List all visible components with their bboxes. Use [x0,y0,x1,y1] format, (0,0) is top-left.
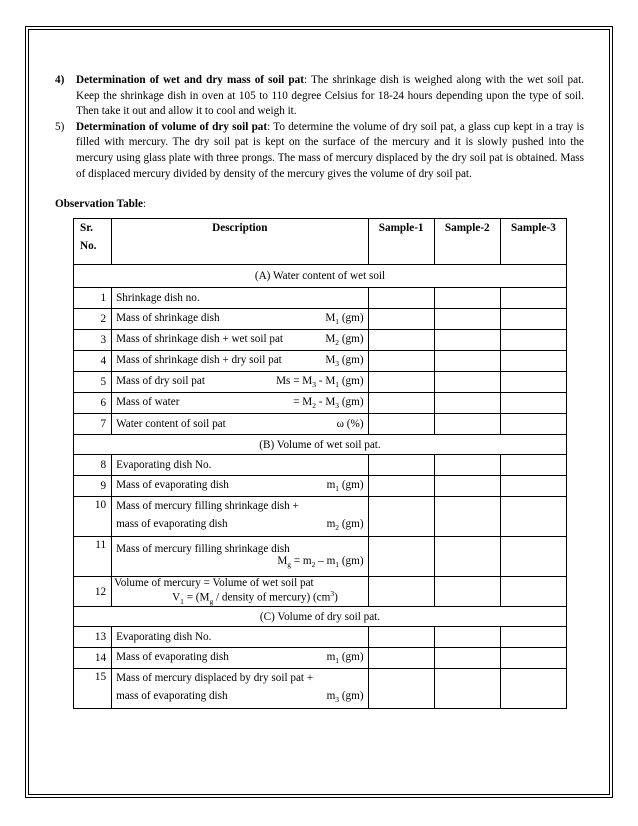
table-row: 14 Mass of evaporating dish $m_1$ (gm) [74,648,567,669]
table-row: 1 Shrinkage dish no. [74,288,567,309]
formula: $M_1$ (gm) [325,311,364,327]
section-b-row [74,435,567,455]
header-sr-no: Sr. No. [74,219,112,265]
table-row: 2 Mass of shrinkage dish $M_1$ (gm) [74,309,567,330]
section-c-row [74,607,567,627]
table-row: 4 Mass of shrinkage dish + dry soil pat $M_3$ (gm) [74,351,567,372]
observation-table [73,218,567,709]
formula: $m_3$ (gm) [326,690,364,705]
step-heading: Determination of wet and dry mass of soil pat [76,74,304,86]
formula: $V_1 = (M_g$ / density of mercury) $(cm^3)$ [172,589,338,606]
observation-heading: Observation Table: [55,198,147,211]
section-b-title: (B) Volume of wet soil pat. [74,435,567,455]
step-4 [55,73,584,120]
section-a-row [74,265,567,288]
table-row: 5 Mass of dry soil pat $Ms = M_3 - M_1$ (gm) [74,372,567,393]
step-heading: Determination of volume of dry soil pat [76,120,268,133]
table-row: 7 Water content of soil pat ω (%) [74,414,567,435]
header-sample-1: Sample-1 [368,219,434,265]
formula: $m_1$ (gm) [326,650,364,666]
table-header [74,219,567,265]
step-number: 5) [55,120,65,133]
formula: $m_1$ (gm) [326,478,364,494]
table-row: 8 Evaporating dish No. [74,455,567,476]
formula: $Ms = M_3 - M_1$ (gm) [276,374,364,390]
table-row: 12 Volume of mercury = Volume of wet soil pat $V_1 = (M_g$ / density of mercury) $(cm^3)$ [74,577,567,607]
header-sample-3: Sample-3 [500,219,566,265]
table-row: 15 Mass of mercury displaced by dry soil pat + mass of evaporating dish $m_3$ (gm) [74,669,567,709]
table-row: 11 Mass of mercury filling shrinkage dish $M_g = m_2 - m_1$ (gm) [74,537,567,577]
table-row: 6 Mass of water = $M_2 - M_3$ (gm) [74,393,567,414]
table-row: 3 Mass of shrinkage dish + wet soil pat $M_2$ (gm) [74,330,567,351]
step-number: 4) [55,74,65,86]
step-text: : The shrinkage dish is weighed along with the wet soil pat. Keep the shrinkage dish in oven at 105 to 110 degree Celsius for 18-24 hours depending upon the type of soil. Then take it out and allow it to cool and weigh it. [76,74,585,118]
formula: ω (%) [336,418,364,430]
step-5 [55,120,584,182]
formula: $M_2$ (gm) [325,332,364,348]
section-a-title: (A) Water content of wet soil [74,265,567,288]
section-c-title: (C) Volume of dry soil pat. [74,607,567,627]
table-row: 13 Evaporating dish No. [74,627,567,648]
formula: $m_2$ (gm) [326,518,364,533]
formula: = $M_2 - M_3$ (gm) [293,395,364,411]
procedure-text [55,73,584,224]
header-sample-2: Sample-2 [434,219,500,265]
table-row: 10 Mass of mercury filling shrinkage dish + mass of evaporating dish $m_2$ (gm) [74,497,567,537]
header-description: Description [112,219,369,265]
step-text: : To determine the volume of dry soil pat, a glass cup kept in a tray is filled with mercury. The dry soil pat is kept on the surface of the mercury and it is slowly pushed into the mercury using glass plate with three prongs. The mass of mercury displaced by the dry soil pat is obtained. Mass of displaced mercury divided by density of the mercury gives the volume of dry soil pat. [76,120,584,180]
formula: $M_g = m_2 - m_1$ (gm) [277,555,364,570]
formula: $M_3$ (gm) [325,353,364,369]
table-row: 9 Mass of evaporating dish $m_1$ (gm) [74,476,567,497]
